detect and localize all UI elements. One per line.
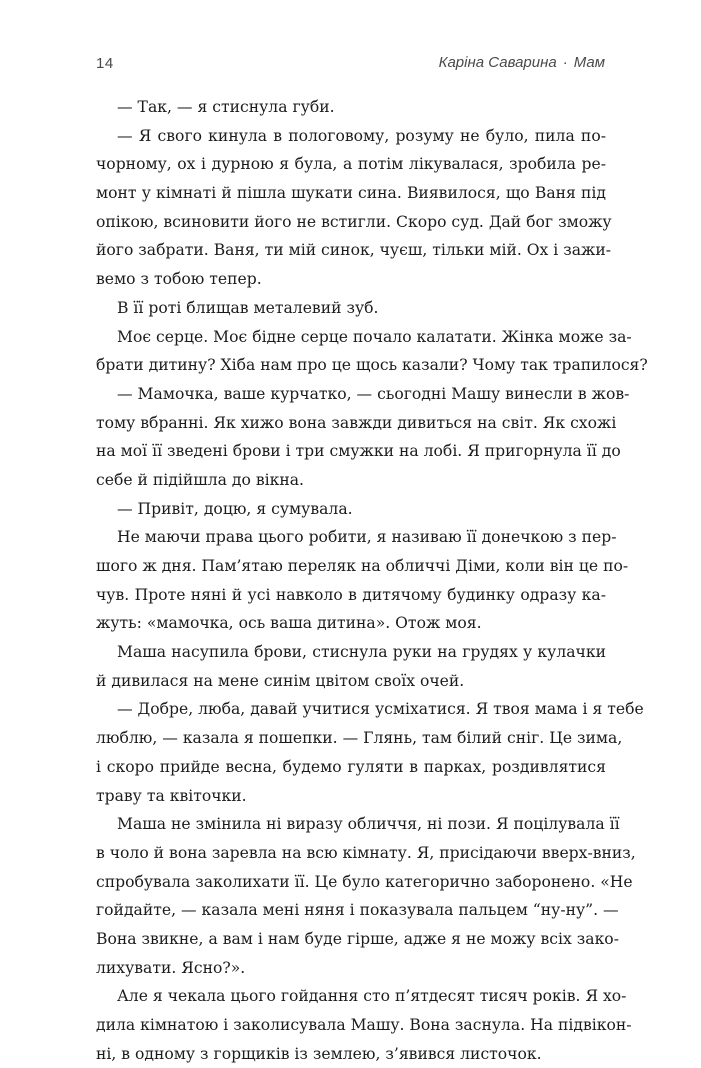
text-line: В її роті блищав металевий зуб. (117, 298, 379, 317)
text-line: — Мамочка, ваше курчатко, — сьогодні Машу винесли в жов- (117, 384, 630, 403)
text-line: ні, в одному з горщиків із землею, з’явився листочок. (96, 1044, 542, 1063)
author-name: Каріна Саварина (438, 54, 557, 71)
text-line: вемо з тобою тепер. (96, 270, 262, 289)
text-line: в чоло й вона заревла на всю кімнату. Я, присідаючи вверх-вниз, (96, 843, 636, 862)
text-line: — Привіт, доцю, я сумувала. (117, 499, 353, 518)
text-line: лихувати. Ясно?». (96, 958, 246, 977)
text-line: монт у кімнаті й пішла шукати сина. Виявилося, що Ваня під (96, 184, 606, 203)
text-line: чув. Проте няні й усі навколо в дитячому будинку одразу ка- (96, 585, 606, 604)
text-line: на мої її зведені брови і три смужки на лобі. Я пригорнула її до (96, 442, 621, 461)
text-line: — Так, — я стиснула губи. (117, 98, 335, 116)
text-line: дила кімнатою і заколисувала Машу. Вона заснула. На підвікон- (96, 1016, 632, 1034)
book-title: Мам (573, 54, 605, 71)
text-line: люблю, — казала я пошепки. — Глянь, там білий сніг. Це зима, (96, 729, 623, 748)
text-line: жуть: «мамочка, ось ваша дитина». Отож моя. (96, 614, 482, 633)
text-line: шого ж дня. Пам’ятаю переляк на обличчі Діми, коли він це по- (96, 557, 629, 575)
running-head-separator: · (562, 54, 568, 71)
text-line: гойдайте, — казала мені няня і показувала пальцем “ну-ну”. — (96, 901, 619, 920)
text-line: Вона звикне, а вам і нам буде гірше, адже я не можу всіх зако- (96, 929, 619, 948)
text-line: — Добре, люба, давай учитися усміхатися. Я твоя мама і я тебе (117, 700, 644, 719)
text-line: — Я свого кинула в пологовому, розуму не було, пила по- (117, 126, 606, 145)
text-line: Моє серце. Моє бідне серце почало калатати. Жінка може за- (117, 327, 632, 346)
text-line: Маша насупила брови, стиснула руки на грудях у кулачки (117, 643, 606, 662)
body-text (96, 93, 648, 1068)
text-line: Маша не змінила ні виразу обличчя, ні пози. Я поцілувала її (117, 815, 620, 834)
text-line: його забрати. Ваня, ти мій синок, чуєш, тільки мій. Ох і зажи- (96, 241, 612, 260)
text-line: Не маючи права цього робити, я називаю її донечкою з пер- (117, 528, 617, 547)
text-line: себе й підійшла до вікна. (96, 470, 305, 489)
text-line: й дивилася на мене синім цвітом своїх очей. (96, 671, 465, 690)
running-head (439, 54, 605, 71)
text-line: чорному, ох і дурною я була, а потім лікувалася, зробила ре- (96, 155, 606, 174)
text-line: опікою, всиновити його не встигли. Скоро суд. Дай бог зможу (96, 212, 612, 231)
page-number: 14 (96, 55, 114, 72)
text-line: Але я чекала цього гойдання сто п’ятдесят тисяч років. Я хо- (117, 987, 627, 1006)
text-line: тому вбранні. Як хижо вона завжди дивиться на світ. Як схожі (96, 413, 617, 432)
text-line: спробувала заколихати її. Це було категорично заборонено. «Не (96, 872, 633, 891)
text-line: траву та квіточки. (96, 786, 247, 805)
text-line: і скоро прийде весна, будемо гуляти в парках, роздивлятися (96, 757, 606, 776)
text-line: брати дитину? Хіба нам про це щось казали? Чому так трапилося? (96, 356, 648, 375)
